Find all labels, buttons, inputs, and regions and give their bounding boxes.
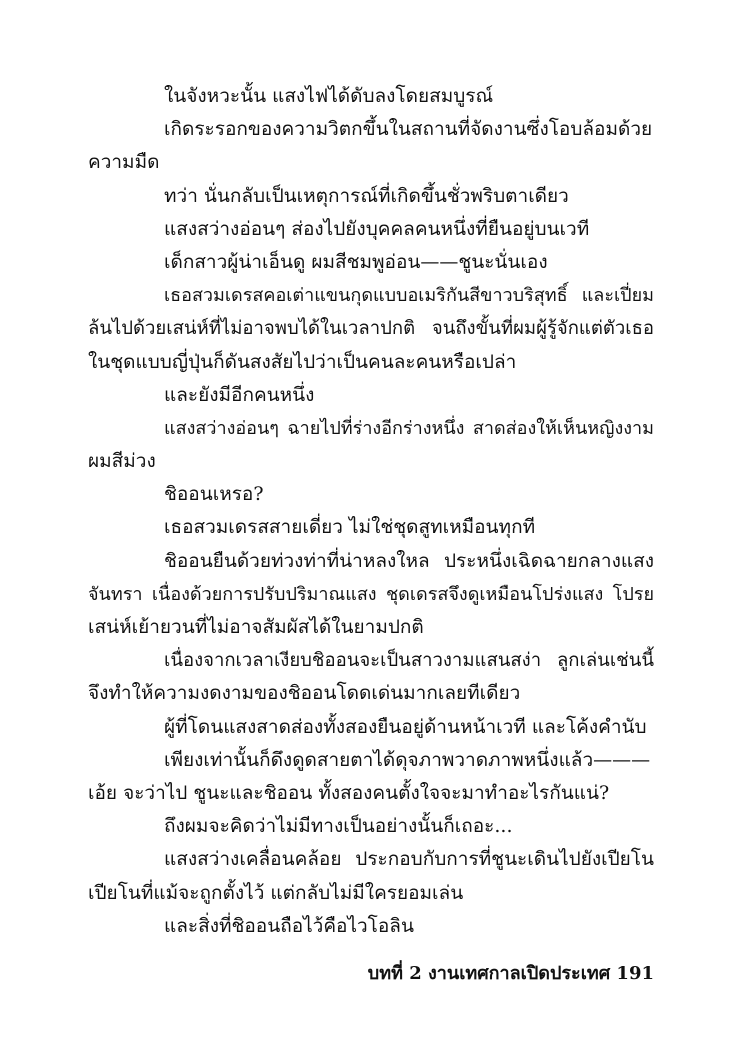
text-line: และสิ่งที่ชิออนถือไว้คือไวโอลิน <box>164 914 414 937</box>
text-line: เอ้ย จะว่าไป ชูนะและชิออน ทั้งสองคนตั้งใจจะมาทำอะไรกันแน่? <box>88 781 610 804</box>
text-line: เนื่องจากเวลาเงียบชิออนจะเป็นสาวงามแสนสง่า ลูกเล่นเช่นนี้ <box>164 650 654 672</box>
text-line: จึงทำให้ความงดงามของชิออนโดดเด่นมากเลยทีเดียว <box>88 682 521 705</box>
text-line: เปียโนที่แม้จะถูกตั้งไว้ แต่กลับไม่มีใครยอมเล่น <box>88 881 464 904</box>
text-line: จันทรา เนื่องด้วยการปรับปริมาณแสง ชุดเดรสจึงดูเหมือนโปร่งแสง โปรย <box>88 583 654 605</box>
text-line: เด็กสาวผู้น่าเอ็นดู ผมสีชมพูอ่อน——ชูนะนั่นเอง <box>164 250 548 273</box>
body-text <box>88 80 654 943</box>
text-line: เธอสวมเดรสสายเดี่ยว ไม่ใช่ชุดสูทเหมือนทุกที <box>164 516 536 539</box>
text-line: เสน่ห์เย้ายวนที่ไม่อาจสัมผัสได้ในยามปกติ <box>88 616 424 638</box>
text-line: ล้นไปด้วยเสน่ห์ที่ไม่อาจพบได้ในเวลาปกติ จนถึงขั้นที่ผมผู้รู้จักแต่ตัวเธอ <box>88 318 654 340</box>
text-line: ในจังหวะนั้น แสงไฟได้ดับลงโดยสมบูรณ์ <box>164 85 494 107</box>
text-line: ทว่า นั่นกลับเป็นเหตุการณ์ที่เกิดขึ้นชั่วพริบตาเดียว <box>164 184 569 207</box>
text-line: เพียงเท่านั้นก็ดึงดูดสายตาได้ดุจภาพวาดภาพหนึ่งแล้ว——— <box>164 748 651 771</box>
text-line: ในชุดแบบญี่ปุ่นก็ดันสงสัยไปว่าเป็นคนละคนหรือเปล่า <box>88 350 517 373</box>
text-line: เกิดระรอกของความวิตกขึ้นในสถานที่จัดงานซึ่งโอบล้อมด้วย <box>164 118 653 141</box>
text-line: ผมสีม่วง <box>88 450 156 473</box>
text-line: ความมืด <box>88 151 160 174</box>
text-line: และยังมีอีกคนหนึ่ง <box>164 383 315 406</box>
text-line: แสงสว่างเคลื่อนคล้อย ประกอบกับการที่ชูนะเดินไปยังเปียโน <box>164 848 654 871</box>
text-line: ชิออนยืนด้วยท่วงท่าที่น่าหลงใหล ประหนึ่งเฉิดฉายกลางแสง <box>164 549 654 572</box>
text-line: ผู้ที่โดนแสงสาดส่องทั้งสองยืนอยู่ด้านหน้าเวที และโค้งคำนับ <box>164 715 647 738</box>
page-footer: บทที่ 2 งานเทศกาลเปิดประเทศ 191 <box>367 963 654 984</box>
text-line: แสงสว่างอ่อนๆ ส่องไปยังบุคคลคนหนึ่งที่ยืนอยู่บนเวที <box>164 217 590 240</box>
text-line: เธอสวมเดรสคอเต่าแขนกุดแบบอเมริกันสีขาวบริสุทธิ์ และเปี่ยม <box>164 285 654 307</box>
text-line: แสงสว่างอ่อนๆ ฉายไปที่ร่างอีกร่างหนึ่ง สาดส่องให้เห็นหญิงงาม <box>164 417 654 439</box>
text-line: ถึงผมจะคิดว่าไม่มีทางเป็นอย่างนั้นก็เถอะ... <box>164 815 513 838</box>
text-line: ชิออนเหรอ? <box>164 483 264 506</box>
